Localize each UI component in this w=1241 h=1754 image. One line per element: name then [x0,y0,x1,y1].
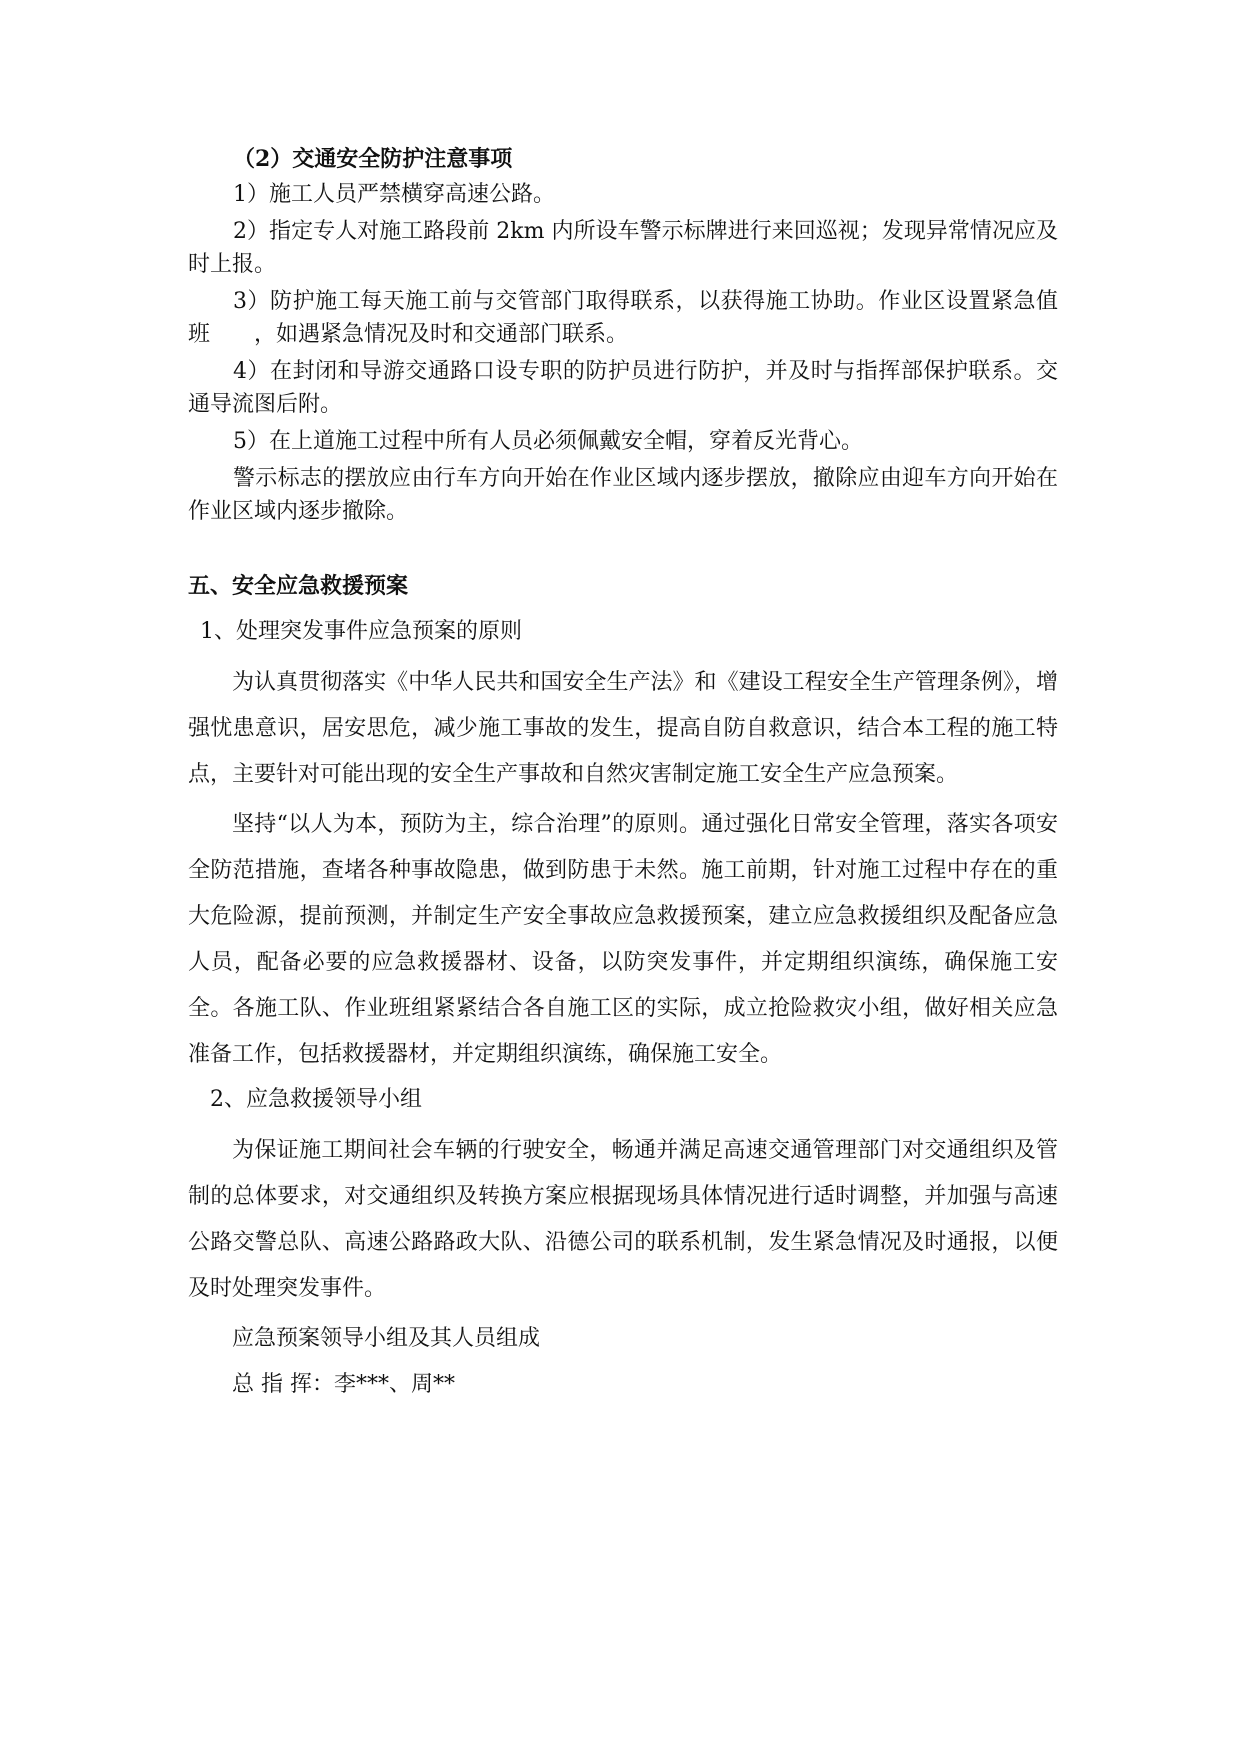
safety-item-2: 2）指定专人对施工路段前 2km 内所设车警示标牌进行来回巡视；发现异常情况应及时上报。 [188,219,1058,277]
safety-item-5: 5）在上道施工过程中所有人员必须佩戴安全帽，穿着反光背心。 [233,429,863,454]
commander-line: 总 指 挥：李***、周** [232,1372,455,1397]
safety-item-4: 4）在封闭和导游交通路口设专职的防护员进行防护，并及时与指挥部保护联系。交通导流图后附。 [188,359,1058,417]
principle-paragraph-1: 为认真贯彻落实《中华人民共和国安全生产法》和《建设工程安全生产管理条例》，增强忧患意识，居安思危，减少施工事故的发生，提高自防自救意识，结合本工程的施工特点，主要针对可能出现的安全生产事故和自然灾害制定施工安全生产应急预案。 [188,670,1058,787]
leadership-group-line: 应急预案领导小组及其人员组成 [232,1326,541,1351]
safety-item-3: 3）防护施工每天施工前与交管部门取得联系，以获得施工协助。作业区设置紧急值班 ，如遇紧急情况及时和交通部门联系。 [188,289,1058,347]
safety-item-1: 1）施工人员严禁横穿高速公路。 [233,182,555,207]
document-content [188,143,1058,1408]
emergency-plan-section [188,568,1058,1408]
leadership-paragraph: 为保证施工期间社会车辆的行驶安全，畅通并满足高速交通管理部门对交通组织及管制的总体要求，对交通组织及转换方案应根据现场具体情况进行适时调整，并加强与高速公路交警总队、高速公路路政大队、沿德公司的联系机制，发生紧急情况及时通报，以便及时处理突发事件。 [188,1138,1058,1301]
traffic-safety-heading: （2）交通安全防护注意事项 [233,146,513,172]
warning-sign-note: 警示标志的摆放应由行车方向开始在作业区域内逐步摆放，撤除应由迎车方向开始在作业区域内逐步撤除。 [188,466,1058,524]
emergency-plan-heading: 五、安全应急救援预案 [188,573,409,599]
principle-paragraph-2: 坚持“以人为本，预防为主，综合治理”的原则。通过强化日常安全管理，落实各项安全防范措施，查堵各种事故隐患，做到防患于未然。施工前期，针对施工过程中存在的重大危险源，提前预测，并制定生产安全事故应急救援预案，建立应急救援组织及配备应急人员，配备必要的应急救援器材、设备，以防突发事件，并定期组织演练，确保施工安全。各施工队、作业班组紧紧结合各自施工区的实际，成立抢险救灾小组，做好相关应急准备工作，包括救援器材，并定期组织演练，确保施工安全。 [188,812,1058,1067]
leadership-subheading: 2、应急救援领导小组 [210,1087,422,1112]
traffic-safety-section [188,143,1058,528]
principle-subheading: 1、处理突发事件应急预案的原则 [200,619,522,644]
